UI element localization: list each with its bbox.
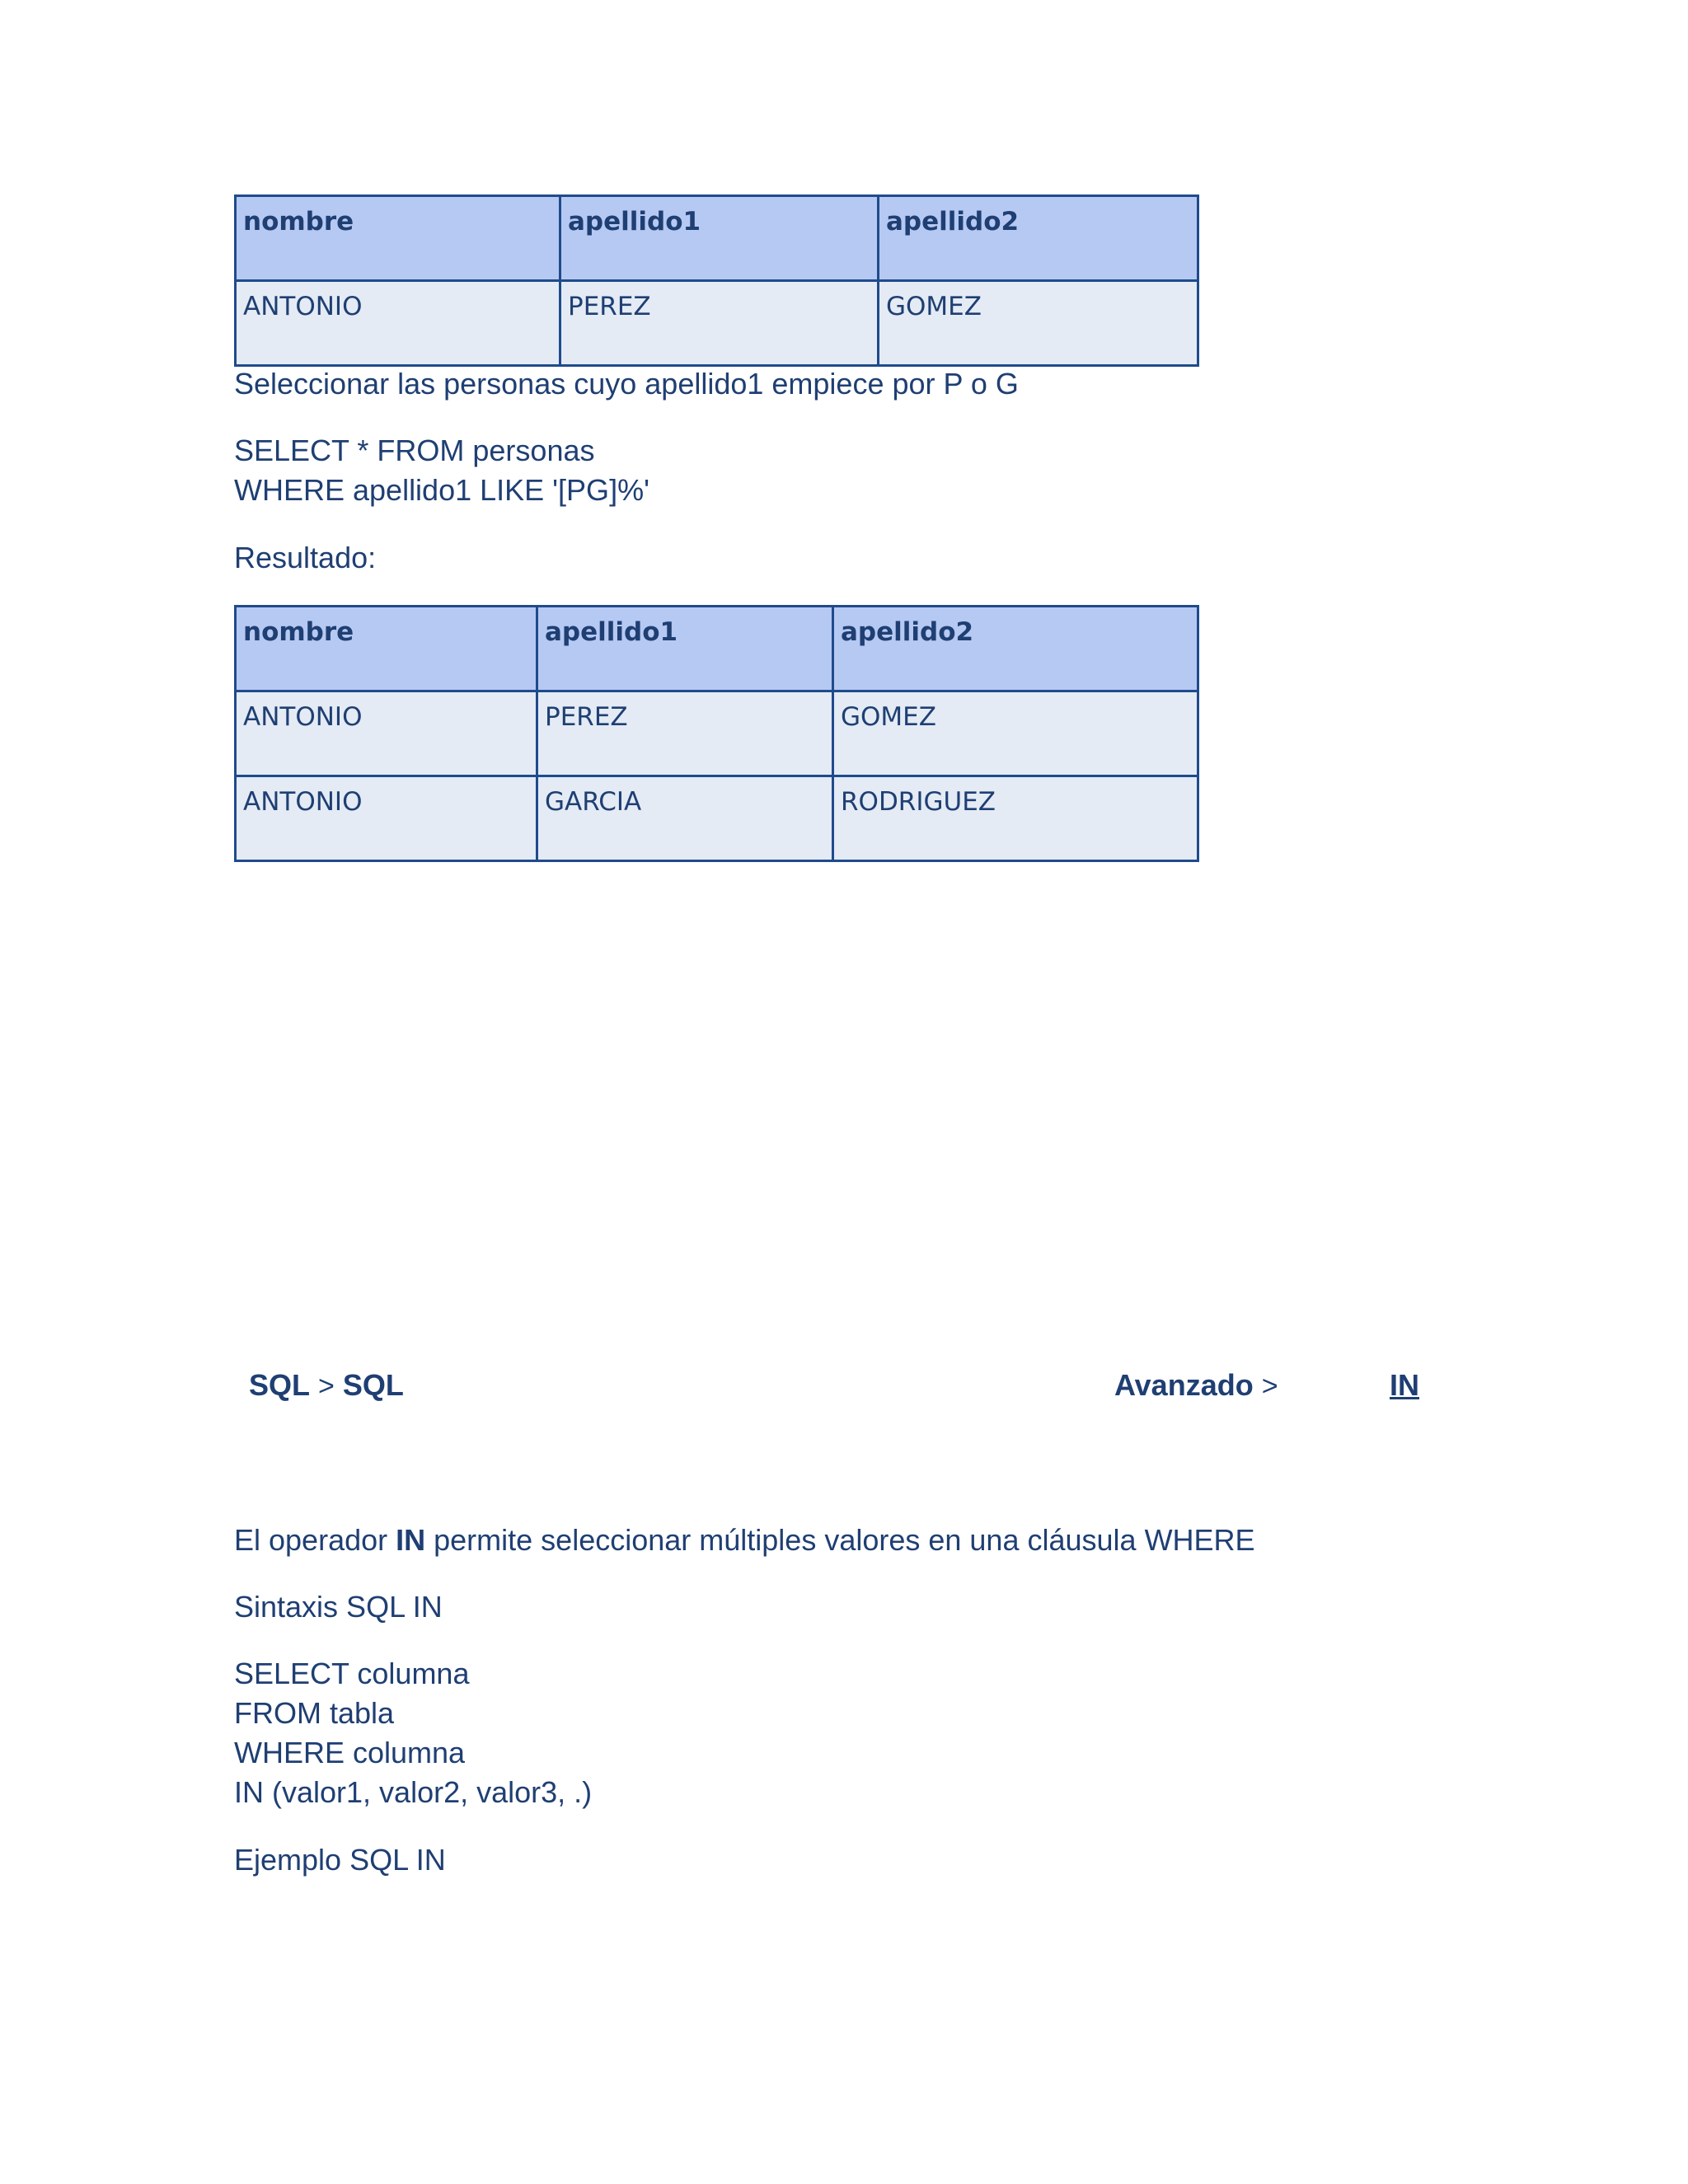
- breadcrumb-current-link[interactable]: IN: [1390, 1368, 1419, 1402]
- table-row: [236, 281, 1198, 366]
- cell-nombre: ANTONIO: [236, 281, 560, 366]
- breadcrumb: [249, 1366, 404, 1406]
- column-header-apellido2: apellido2: [833, 607, 1198, 691]
- persons-table-result: [234, 605, 1199, 862]
- cell-nombre: ANTONIO: [236, 691, 537, 776]
- query-line-1: SELECT * FROM personas: [234, 434, 595, 467]
- intro-text-before: El operador: [234, 1523, 396, 1557]
- breadcrumb-separator: >: [1261, 1371, 1278, 1402]
- breadcrumb-separator: >: [318, 1371, 335, 1402]
- intro-keyword: IN: [396, 1523, 426, 1557]
- result-label: Resultado:: [234, 541, 377, 574]
- persons-table-source: [234, 194, 1199, 367]
- intro-text-after: permite seleccionar múltiples valores en una cláusula WHERE: [425, 1523, 1255, 1557]
- table-header-row: [236, 607, 1198, 691]
- table-row: [236, 776, 1198, 861]
- intro-paragraph: [234, 1521, 1255, 1560]
- syntax-title: Sintaxis SQL IN: [234, 1590, 443, 1624]
- breadcrumb-avanzado-link[interactable]: Avanzado: [1114, 1368, 1254, 1402]
- table-header-row: [236, 196, 1198, 281]
- column-header-nombre: nombre: [236, 607, 537, 691]
- syntax-line-1: SELECT columna: [234, 1657, 470, 1690]
- breadcrumb-sql-2[interactable]: SQL: [342, 1368, 404, 1402]
- syntax-line-4: IN (valor1, valor2, valor3, .): [234, 1775, 593, 1809]
- column-header-nombre: nombre: [236, 196, 560, 281]
- cell-apellido1: PEREZ: [537, 691, 833, 776]
- cell-apellido2: RODRIGUEZ: [833, 776, 1198, 861]
- column-header-apellido2: apellido2: [879, 196, 1198, 281]
- exercise-description: Seleccionar las personas cuyo apellido1 empiece por P o G: [234, 367, 1019, 401]
- query-line-2: WHERE apellido1 LIKE '[PG]%': [234, 473, 649, 507]
- syntax-line-3: WHERE columna: [234, 1736, 466, 1769]
- cell-nombre: ANTONIO: [236, 776, 537, 861]
- cell-apellido2: GOMEZ: [833, 691, 1198, 776]
- breadcrumb-avanzado: [1114, 1366, 1278, 1406]
- column-header-apellido1: apellido1: [560, 196, 879, 281]
- example-title: Ejemplo SQL IN: [234, 1843, 446, 1877]
- table-row: [236, 691, 1198, 776]
- column-header-apellido1: apellido1: [537, 607, 833, 691]
- breadcrumb-current: [1390, 1366, 1419, 1405]
- cell-apellido1: GARCIA: [537, 776, 833, 861]
- cell-apellido2: GOMEZ: [879, 281, 1198, 366]
- cell-apellido1: PEREZ: [560, 281, 879, 366]
- syntax-line-2: FROM tabla: [234, 1696, 395, 1730]
- breadcrumb-sql[interactable]: SQL: [249, 1368, 311, 1402]
